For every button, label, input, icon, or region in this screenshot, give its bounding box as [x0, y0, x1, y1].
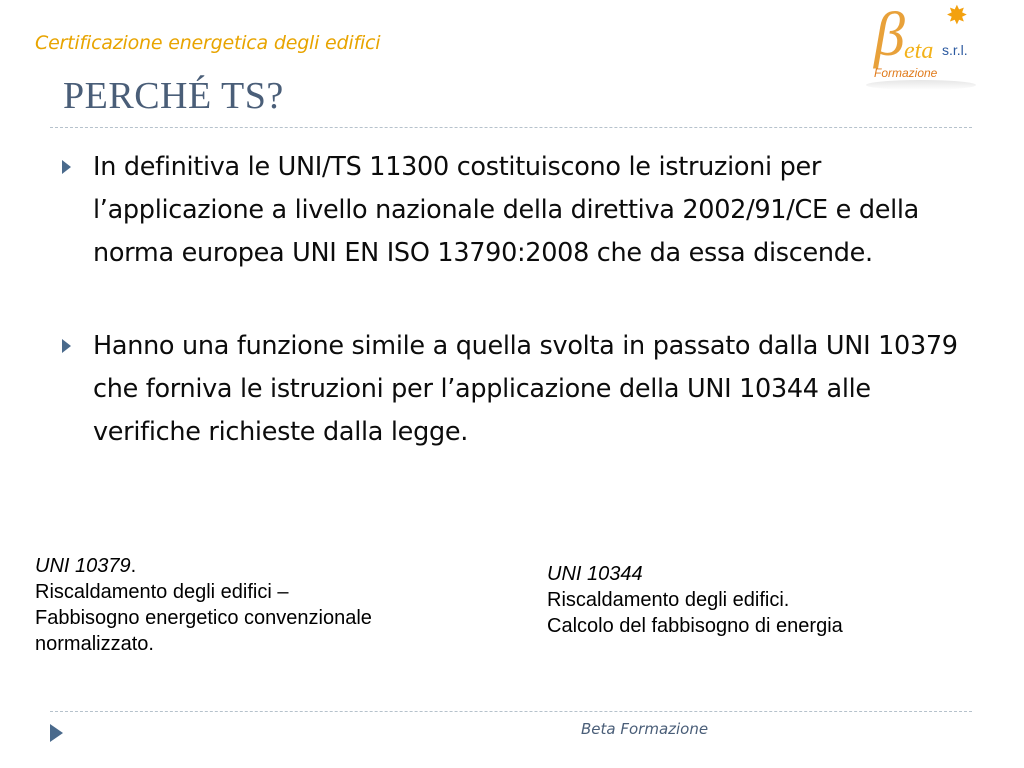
bullet-list — [60, 146, 960, 454]
bullet-item — [60, 325, 960, 454]
sun-icon: ✸ — [946, 0, 968, 30]
logo-formazione-text: Formazione — [874, 66, 938, 80]
note-line: Fabbisogno energetico convenzionale — [35, 607, 372, 629]
beta-logo — [862, 2, 980, 92]
note-line: normalizzato. — [35, 633, 154, 655]
slide-title: PERCHÉ TS? — [63, 75, 284, 117]
logo-eta-text: eta — [904, 38, 934, 64]
slide-subtitle: Certificazione energetica degli edifici — [35, 32, 381, 54]
note-title-italic: UNI 10379 — [35, 555, 131, 577]
bullet-text: In definitiva le UNI/TS 11300 costituiscono le istruzioni per l’applicazione a livello nazionale della direttiva 2002/91/CE e della norma europea UNI EN ISO 13790:2008 che da essa discende. — [93, 152, 919, 268]
bullet-arrow-icon — [62, 160, 71, 174]
note-uni-10379 — [35, 553, 505, 657]
note-title-suffix: . — [130, 555, 137, 577]
bullet-text: Hanno una funzione simile a quella svolta in passato dalla UNI 10379 che forniva le istruzioni per l’applicazione della UNI 10344 alle verifiche richieste dalla legge. — [93, 331, 958, 447]
note-line: Riscaldamento degli edifici. — [547, 589, 790, 611]
logo-beta-glyph: β — [874, 1, 905, 69]
note-title: UNI 10344 — [547, 563, 643, 585]
logo-shadow — [866, 80, 976, 90]
bullet-item — [60, 146, 960, 275]
footer-divider — [50, 711, 972, 712]
footer-arrow-icon — [50, 724, 63, 742]
footer-label: Beta Formazione — [581, 720, 709, 738]
note-line: Calcolo del fabbisogno di energia — [547, 615, 843, 637]
header-divider — [50, 127, 972, 128]
bullet-arrow-icon — [62, 339, 71, 353]
note-line: Riscaldamento degli edifici – — [35, 581, 289, 603]
note-uni-10344 — [547, 561, 967, 639]
note-title — [35, 553, 505, 579]
logo-srl-text: s.r.l. — [942, 42, 968, 58]
